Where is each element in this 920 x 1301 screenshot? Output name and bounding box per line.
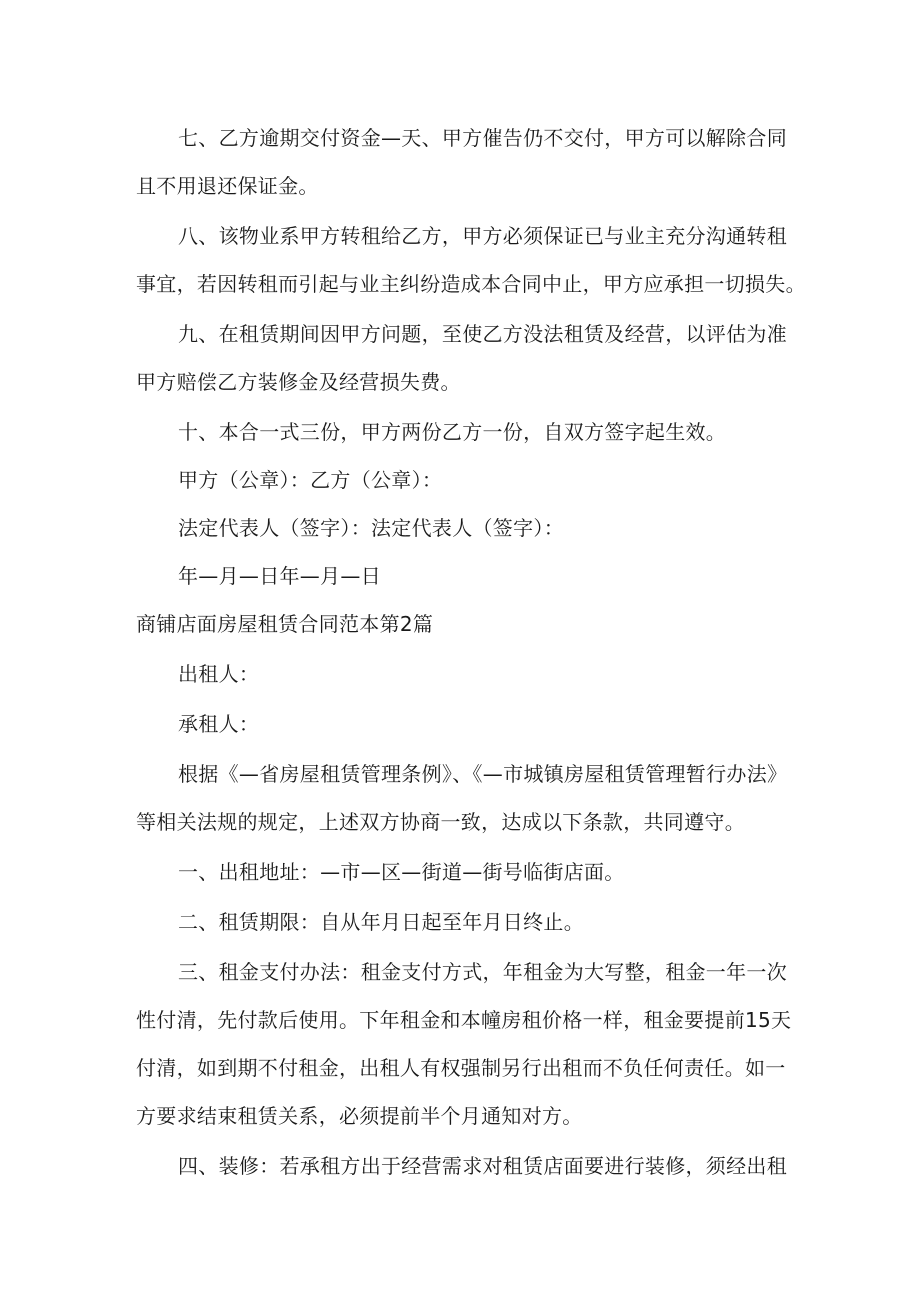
text-line: 八、该物业系甲方转租给乙方，甲方必须保证已与业主充分沟通转租 — [178, 224, 787, 248]
text-line: 四、装修：若承租方出于经营需求对租赁店面要进行装修，须经出租 — [178, 1154, 787, 1178]
text-line: 等相关法规的规定，上述双方协商一致，达成以下条款，共同遵守。 — [136, 810, 745, 834]
text-line: 一、出租地址：—市—区—街道—街号临街店面。 — [178, 860, 625, 884]
text-line: 九、在租赁期间因甲方问题，至使乙方没法租赁及经营，以评估为准 — [178, 322, 787, 346]
text-line: 性付清，先付款后使用。下年租金和本幢房租价格一样，租金要提前15天 — [136, 1008, 792, 1032]
lessee-line: 承租人： — [178, 712, 260, 736]
text-line: 根据《—省房屋租赁管理条例》、《—市城镇房屋租赁管理暂行办法》 — [178, 762, 788, 786]
lessor-line: 出租人： — [178, 662, 260, 686]
text-line: 方要求结束租赁关系，必须提前半个月通知对方。 — [136, 1104, 583, 1128]
signature-party-line: 甲方（公章）：乙方（公章）： — [178, 468, 443, 492]
date-line: 年—月—日年—月—日 — [178, 564, 381, 588]
text-line: 甲方赔偿乙方装修金及经营损失费。 — [136, 370, 461, 394]
text-line: 付清，如到期不付租金，出租人有权强制另行出租而不负任何责任。如一 — [136, 1056, 786, 1080]
text-line: 事宜，若因转租而引起与业主纠纷造成本合同中止，甲方应承担一切损失。 — [136, 272, 806, 296]
text-line: 十、本合一式三份，甲方两份乙方一份，自双方签字起生效。 — [178, 420, 727, 444]
section-heading: 商铺店面房屋租赁合同范本第2篇 — [136, 612, 434, 636]
text-line: 七、乙方逾期交付资金—天、甲方催告仍不交付，甲方可以解除合同 — [178, 126, 787, 150]
text-line: 二、租赁期限：自从年月日起至年月日终止。 — [178, 910, 584, 934]
signature-representative-line: 法定代表人（签字）：法定代表人（签字）： — [178, 516, 564, 540]
text-line: 三、租金支付办法：租金支付方式，年租金为大写整，租金一年一次 — [178, 960, 787, 984]
text-line: 且不用退还保证金。 — [136, 174, 319, 198]
document-body — [136, 114, 806, 1190]
